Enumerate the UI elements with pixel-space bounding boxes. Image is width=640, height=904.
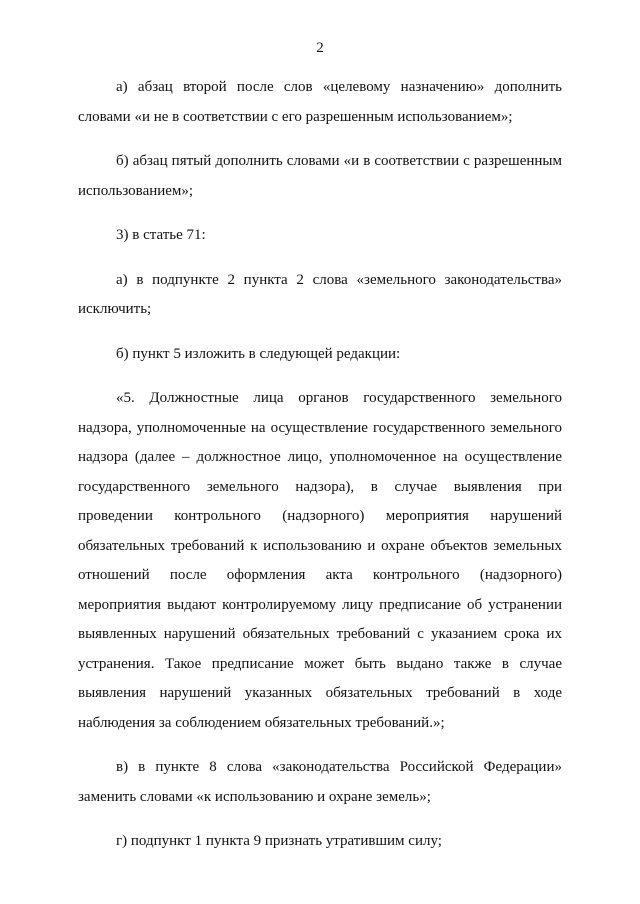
paragraph-article-71: 3) в статье 71:	[116, 227, 206, 243]
page-number: 2	[316, 40, 324, 56]
document-body	[78, 73, 562, 857]
paragraph-b-first: б) абзац пятый дополнить словами «и в соответствии с разрешенным использованием»;	[78, 153, 562, 199]
paragraph-a-first: а) абзац второй после слов «целевому назначению» дополнить словами «и не в соответствии с его разрешенным использованием»;	[78, 79, 562, 125]
paragraph-point-5-text: «5. Должностные лица органов государственного земельного надзора, уполномоченные на осуществление государственного земельного надзора (далее – должностное лицо, уполномоченное на осуществление государственного земельного надзора), в случае выявления при проведении контрольного (надзорного) мероприятия нарушений обязательных требований к использованию и охране объектов земельных отношений после оформления акта контрольного (надзорного) мероприятия выдают контролируемому лицу предписание об устранении выявленных нарушений обязательных требований с указанием срока их устранения. Такое предписание может быть выдано также в случае выявления нарушений указанных обязательных требований в ходе наблюдения за соблюдением обязательных требований.»;	[78, 390, 562, 731]
paragraph-v: в) в пункте 8 слова «законодательства Российской Федерации» заменить словами «к использованию и охране земель»;	[78, 759, 562, 805]
paragraph-g: г) подпункт 1 пункта 9 признать утратившим силу;	[116, 833, 442, 849]
paragraph-b-second: б) пункт 5 изложить в следующей редакции:	[116, 345, 401, 362]
paragraph-a-second: а) в подпункте 2 пункта 2 слова «земельного законодательства» исключить;	[78, 271, 562, 317]
